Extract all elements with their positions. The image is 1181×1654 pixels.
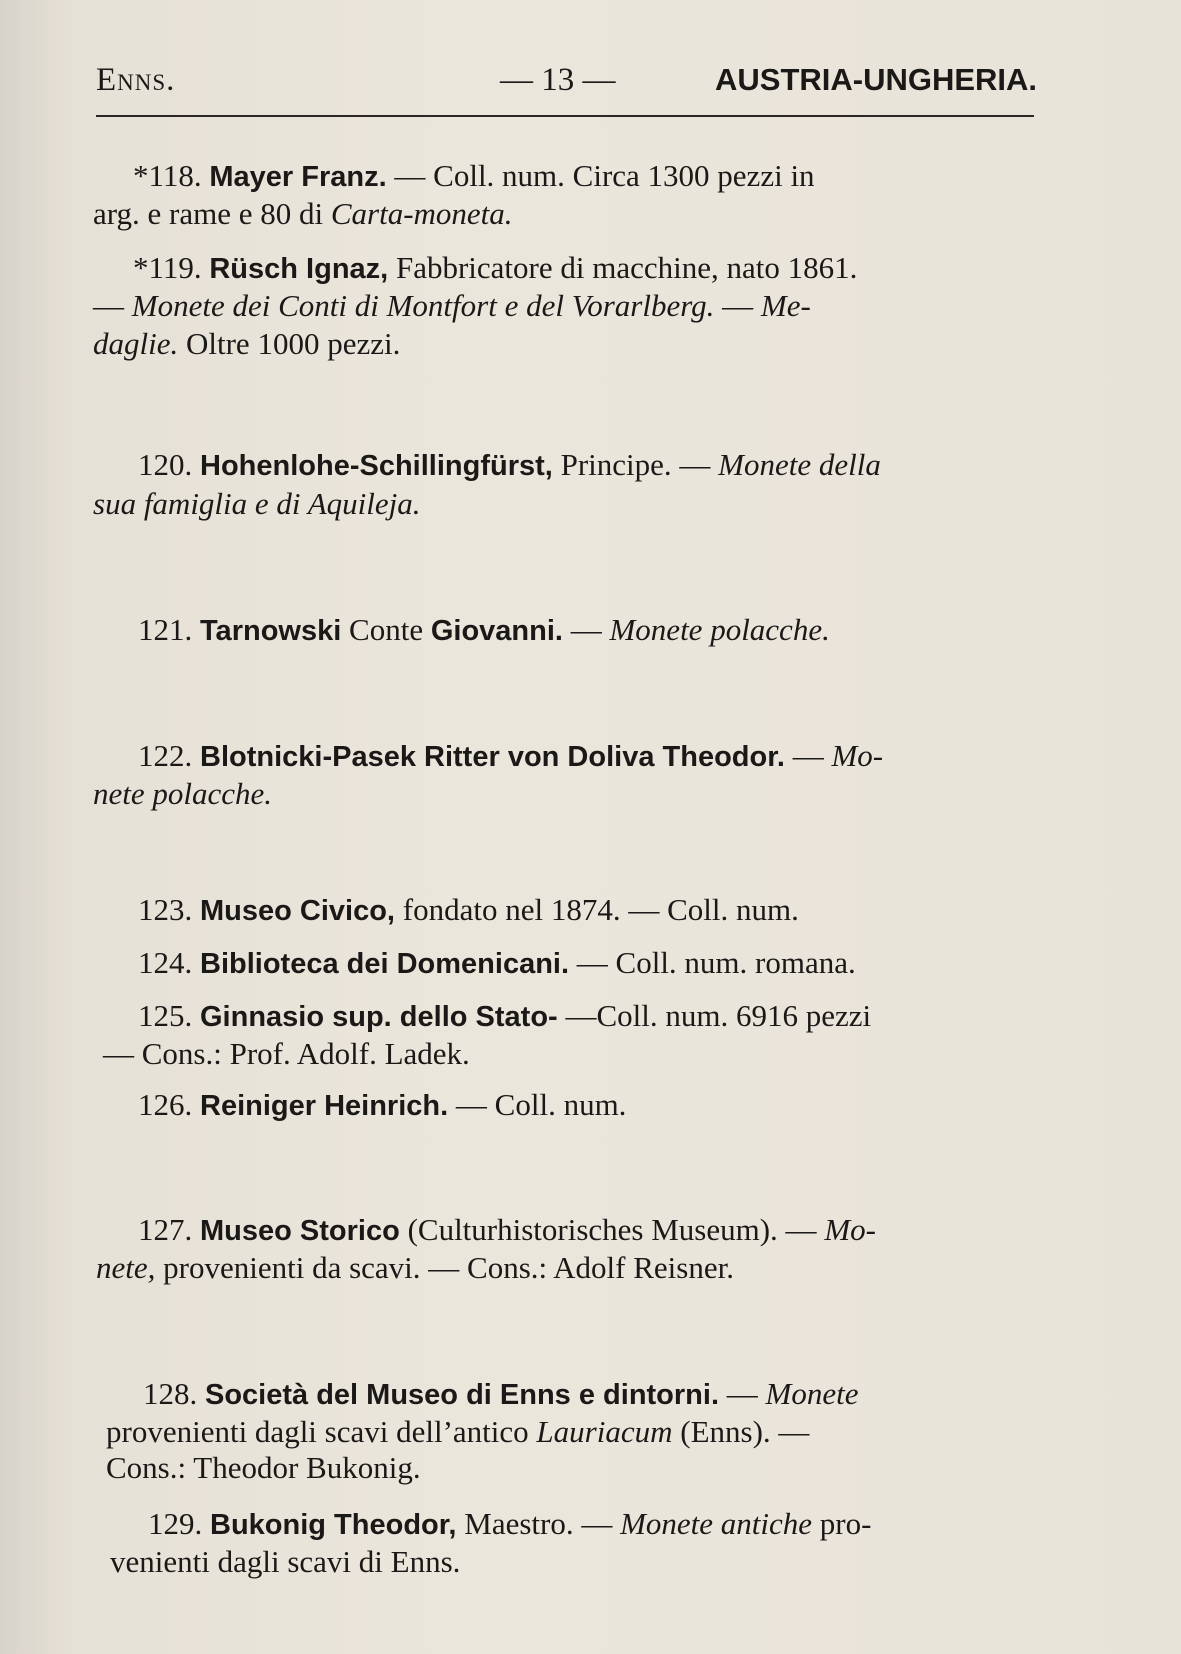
entry-number: 123. — [138, 892, 193, 927]
running-head-right: AUSTRIA-UNGHERIA. — [715, 62, 1038, 97]
entry-name: Ginnasio sup. dello Stato- — [200, 1001, 558, 1033]
entry-122-line-2: nete polacche. — [93, 776, 273, 811]
entry-128-line-3: Cons.: Theodor Bukonig. — [106, 1450, 421, 1485]
entry-text: Maestro. — — [456, 1506, 621, 1541]
entry-text: provenienti da scavi. — Cons.: Adolf Reisner. — [155, 1250, 734, 1285]
entry-text: fondato nel 1874. — Coll. num. — [395, 892, 799, 927]
entry-127-line-2 — [96, 1250, 734, 1286]
place-heading-dzikowice — [212, 682, 220, 718]
entry-text: provenienti dagli scavi dell’antico — [106, 1414, 537, 1449]
entry-number: *118. — [133, 158, 202, 193]
entry-text: — — [722, 288, 761, 323]
entry-name: Tarnowski — [200, 615, 342, 647]
entry-name: Reiniger Heinrich. — [200, 1090, 449, 1122]
entry-number: 127. — [138, 1212, 193, 1247]
entry-text: (Enns). — — [672, 1414, 810, 1449]
entry-number: 120. — [138, 447, 193, 482]
entry-126-line-1 — [138, 1087, 626, 1124]
entry-text-italic: daglie. — [93, 326, 179, 361]
entry-name: Rüsch Ignaz, — [209, 253, 389, 285]
entry-number: 122. — [138, 738, 193, 773]
entry-121-line-1 — [138, 612, 830, 649]
entry-name: Biblioteca dei Domenicani. — [200, 948, 570, 980]
entry-text: — Coll. num. romana. — [569, 945, 856, 980]
entry-text: arg. e rame e 80 di — [93, 196, 331, 231]
place-heading-duino — [338, 392, 346, 428]
entry-text: Conte — [341, 612, 431, 647]
entry-name: Società del Museo di Enns e dintorni. — [205, 1379, 720, 1411]
entry-text-italic: Mo- — [831, 738, 884, 773]
entry-text-italic: nete, — [96, 1250, 156, 1285]
entry-119-line-1 — [133, 250, 857, 287]
entry-118-line-2 — [93, 196, 513, 232]
entry-129-line-1 — [148, 1506, 871, 1543]
place-heading-eisenerz — [415, 1156, 423, 1192]
entry-text-italic: Monete — [765, 1376, 859, 1411]
entry-119-line-3 — [93, 326, 400, 362]
entry-text: Oltre 1000 pezzi. — [178, 326, 401, 361]
place-heading-enns — [405, 1320, 413, 1356]
entry-127-line-1 — [138, 1212, 876, 1249]
entry-text-italic: Lauriacum — [536, 1414, 673, 1449]
running-head-left: Enns. — [96, 62, 176, 98]
entry-name: Museo Storico — [200, 1215, 400, 1247]
entry-text: — Coll. num. Circa 1300 pezzi in — [394, 158, 815, 193]
entry-119-line-2 — [93, 288, 811, 324]
entry-name: Blotnicki-Pasek Ritter von Doliva Theodor. — [200, 741, 785, 773]
entry-text: — — [93, 288, 132, 323]
entry-number: 125. — [138, 998, 193, 1033]
entry-text: —Coll. num. 6916 pezzi — [557, 998, 872, 1033]
entry-128-line-1 — [143, 1376, 858, 1413]
place-heading-eger — [434, 836, 442, 872]
entry-125-line-2: — Cons.: Prof. Adolf. Ladek. — [103, 1036, 470, 1071]
entry-name: Bukonig Theodor, — [210, 1509, 457, 1541]
entry-name: Museo Civico, — [200, 895, 395, 927]
entry-number: 128. — [143, 1376, 198, 1411]
entry-number: *119. — [133, 250, 202, 285]
entry-text-italic: Mo- — [824, 1212, 876, 1247]
entry-text-italic: Monete antiche — [620, 1506, 813, 1541]
header-rule — [96, 115, 1034, 117]
entry-125-line-1 — [138, 998, 871, 1035]
entry-text-italic: Me- — [760, 288, 811, 323]
entry-number: 124. — [138, 945, 193, 980]
place-heading-dzikow — [418, 556, 426, 592]
entry-124-line-1 — [138, 945, 856, 982]
entry-text-italic: Monete della — [718, 447, 881, 482]
entry-123-line-1 — [138, 892, 799, 929]
entry-text: — — [784, 738, 832, 773]
entry-text-italic: Monete dei Conti di Montfort e del Vorarlberg. — [131, 288, 715, 323]
entry-number: 121. — [138, 612, 193, 647]
entry-text: pro- — [812, 1506, 872, 1541]
entry-text: Principe. — — [552, 447, 719, 482]
entry-number: 129. — [148, 1506, 203, 1541]
entry-name: Mayer Franz. — [209, 161, 387, 193]
entry-name: Hohenlohe-Schillingfürst, — [200, 450, 553, 482]
page-number: — 13 — — [500, 62, 616, 98]
entry-120-line-2: sua famiglia e di Aquileja. — [93, 486, 421, 521]
entry-text: Fabbricatore di macchine, nato 1861. — [395, 250, 858, 285]
entry-name: Giovanni. — [430, 615, 563, 647]
entry-text: — — [719, 1376, 766, 1411]
entry-118-line-1 — [133, 158, 815, 195]
entry-128-line-2 — [106, 1414, 809, 1450]
entry-text: — — [562, 612, 610, 647]
entry-129-line-2: venienti dagli scavi di Enns. — [110, 1544, 461, 1579]
entry-text: — Coll. num. — [448, 1087, 627, 1122]
entry-122-line-1 — [138, 738, 883, 775]
entry-120-line-1 — [138, 447, 881, 484]
entry-text: (Culturhistorisches Museum). — — [399, 1212, 825, 1247]
entry-text-italic: Carta-moneta. — [330, 196, 513, 231]
entry-number: 126. — [138, 1087, 193, 1122]
entry-text-italic: Monete polacche. — [609, 612, 830, 647]
